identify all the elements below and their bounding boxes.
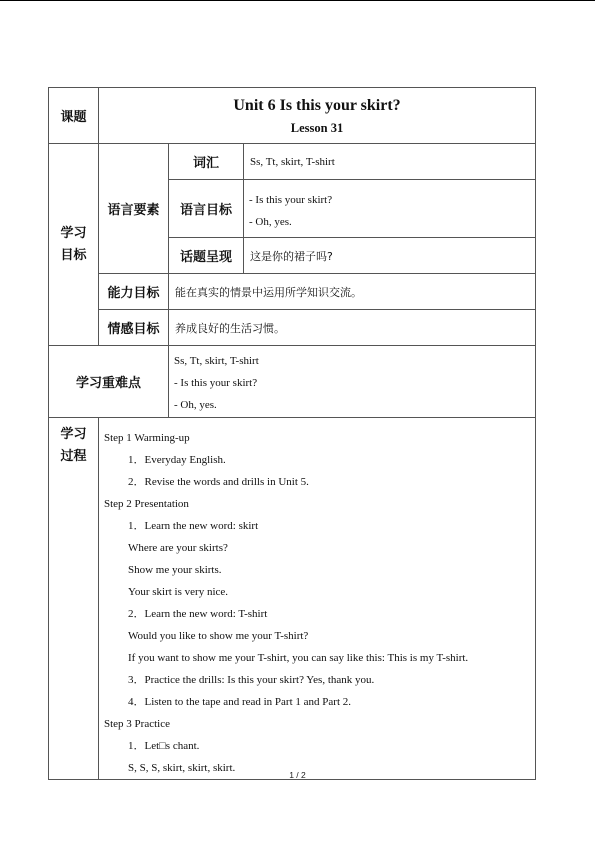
lesson-title: Unit 6 Is this your skirt? bbox=[233, 96, 401, 114]
objectives-label-line2: 目标 bbox=[60, 247, 87, 263]
key-points-value bbox=[169, 346, 536, 418]
vocab-value: Ss, Tt, skirt, T-shirt bbox=[244, 144, 536, 180]
topic-presentation-label: 话题呈现 bbox=[169, 238, 244, 274]
process-line: 1．Learn the new word: skirt bbox=[128, 519, 259, 532]
language-target-value bbox=[244, 180, 536, 238]
top-rule bbox=[0, 0, 595, 1]
lesson-title-cell bbox=[99, 88, 536, 144]
ability-value: 能在真实的情景中运用所学知识交流。 bbox=[169, 274, 536, 310]
key-points-label: 学习重难点 bbox=[49, 346, 169, 418]
language-target-line: - Is this your skirt? bbox=[249, 193, 333, 206]
process-line: 1．Everyday English. bbox=[128, 453, 226, 466]
lesson-subtitle: Lesson 31 bbox=[290, 120, 344, 135]
process-label-line2: 过程 bbox=[60, 448, 87, 464]
process-line: Step 3 Practice bbox=[104, 718, 170, 731]
language-target-label: 语言目标 bbox=[169, 180, 244, 238]
process-line: If you want to show me your T-shirt, you can say like this: This is my T-shirt. bbox=[128, 652, 469, 665]
key-points-row bbox=[49, 346, 536, 418]
ability-label: 能力目标 bbox=[99, 274, 169, 310]
process-steps bbox=[99, 417, 536, 780]
process-line: Step 2 Presentation bbox=[104, 497, 189, 510]
process-label-line1: 学习 bbox=[60, 426, 87, 442]
process-line: Would you like to show me your T-shirt? bbox=[128, 630, 309, 643]
lesson-plan-table bbox=[48, 87, 536, 780]
process-line: Where are your skirts? bbox=[128, 541, 228, 554]
vocab-label: 词汇 bbox=[169, 144, 244, 180]
topic-presentation-value: 这是你的裙子吗? bbox=[244, 238, 536, 274]
emotion-row bbox=[49, 310, 536, 346]
language-target-line: - Oh, yes. bbox=[249, 215, 292, 228]
process-line: S, S, S, skirt, skirt, skirt. bbox=[128, 762, 236, 775]
header-row bbox=[49, 88, 536, 144]
objectives-label-line1: 学习 bbox=[60, 225, 87, 241]
page-number: 1 / 2 bbox=[289, 770, 306, 780]
process-line: 2．Revise the words and drills in Unit 5. bbox=[128, 475, 309, 488]
process-label bbox=[49, 417, 99, 780]
process-line: Step 1 Warming-up bbox=[104, 431, 190, 444]
emotion-label: 情感目标 bbox=[99, 310, 169, 346]
key-points-line: Ss, Tt, skirt, T-shirt bbox=[174, 355, 259, 367]
process-line: 2．Learn the new word: T-shirt bbox=[128, 607, 268, 620]
process-line: Your skirt is very nice. bbox=[128, 585, 229, 598]
language-elements-label: 语言要素 bbox=[99, 144, 169, 274]
vocab-row bbox=[49, 144, 536, 180]
topic-label: 课题 bbox=[49, 88, 99, 144]
process-line: 4．Listen to the tape and read in Part 1 and Part 2. bbox=[128, 696, 351, 709]
process-row bbox=[49, 417, 536, 780]
process-line: 1．Let□s chant. bbox=[128, 740, 200, 753]
process-line: Show me your skirts. bbox=[128, 563, 222, 576]
ability-row bbox=[49, 274, 536, 310]
emotion-value: 养成良好的生活习惯。 bbox=[169, 310, 536, 346]
objectives-label bbox=[49, 144, 99, 346]
key-points-line: - Oh, yes. bbox=[174, 399, 217, 412]
key-points-line: - Is this your skirt? bbox=[174, 377, 258, 390]
process-line: 3．Practice the drills: Is this your skirt? Yes, thank you. bbox=[128, 674, 375, 687]
